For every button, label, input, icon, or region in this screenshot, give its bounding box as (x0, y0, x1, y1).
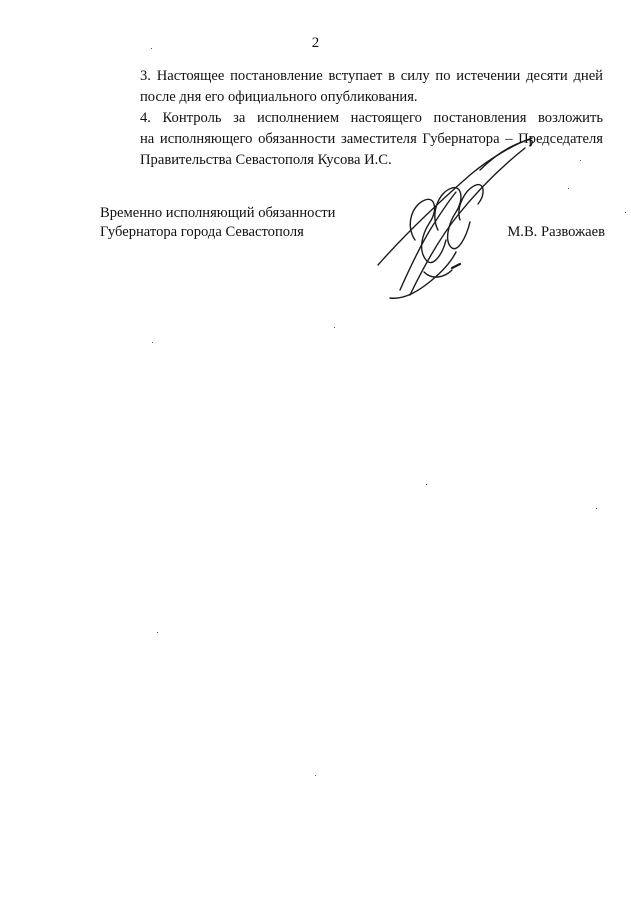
scan-speck (580, 160, 581, 161)
scan-speck (151, 48, 152, 49)
scan-speck (334, 327, 335, 328)
page-number: 2 (311, 35, 320, 51)
paragraph-4-line-3: Правительства Севастополя Кусова И.С. (140, 152, 392, 168)
scan-speck (625, 212, 626, 213)
signatory-position (100, 204, 335, 242)
paragraph-4-line-2: на исполняющего обязанности заместителя Губернатора – Председателя (140, 131, 603, 147)
signatory-position-line-1: Временно исполняющий обязанности (100, 205, 336, 221)
signatory-position-line-2: Губернатора города Севастополя (100, 224, 304, 240)
paragraph-3 (100, 66, 603, 108)
paragraph-3-line-1: 3. Настоящее постановление вступает в силу по истечении десяти дней (140, 68, 603, 84)
scan-speck (568, 188, 569, 189)
paragraph-4-line-1: 4. Контроль за исполнением настоящего постановления возложить (140, 110, 603, 126)
scan-speck (426, 484, 427, 485)
document-body (100, 66, 603, 171)
scan-speck (152, 342, 153, 343)
signatory-name: М.В. Развожаев (507, 224, 605, 240)
scan-speck (157, 632, 158, 633)
scan-speck (596, 508, 597, 509)
scan-speck (315, 775, 316, 776)
paragraph-4 (100, 108, 603, 171)
paragraph-3-line-2: после дня его официального опубликования. (140, 89, 418, 105)
